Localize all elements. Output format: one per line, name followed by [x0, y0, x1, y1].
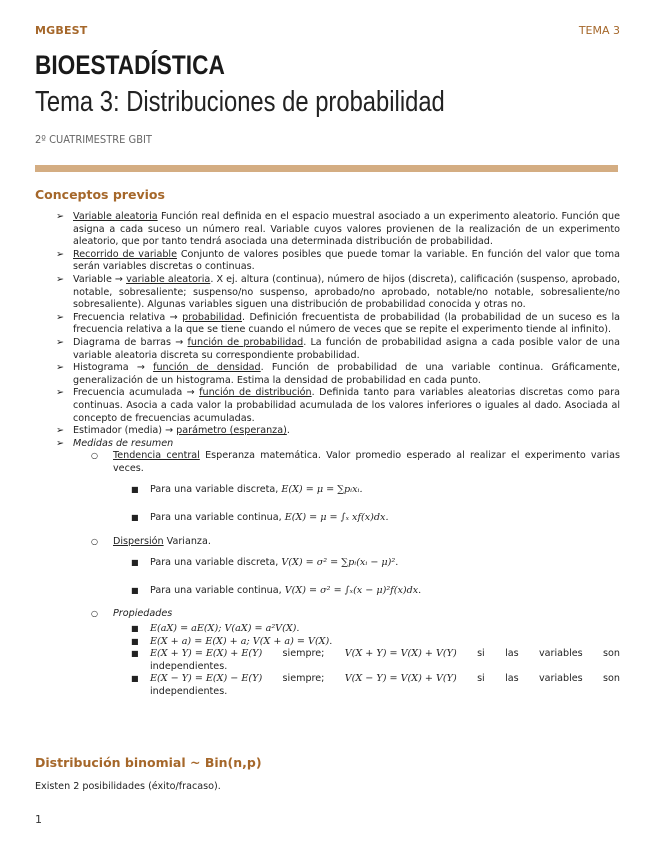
property-item: ■ E(X + a) = E(X) + a; V(X + a) = V(X). — [131, 635, 333, 647]
list-item: ➢ Variable aleatoria Función real definida en el espacio muestral asociado a un experimento aleatorio. Función que asigna a cada suceso un número real. Variable cuyos valores provienen de la realización de un experimento aleatorio, que por tanto tendrá asociada una determinada distribución de probabilidad. — [56, 211, 620, 248]
list-item: ➢ Recorrido de variable Conjunto de valores posibles que puede tomar la variable. En función del valor que toma serán variables discretas o continuas. — [56, 248, 621, 273]
property-item: ■ E(X + Y) = E(X) + E(Y) siempre; V(X + Y) = V(X) + V(Y) si las variables son independientes. — [131, 648, 620, 672]
property-item: ■ E(X − Y) = E(X) − E(Y) siempre; V(X − Y) = V(X) + V(Y) si las variables son independientes. — [131, 673, 620, 697]
circle-bullet-icon: ○ — [91, 536, 98, 546]
section-heading-conceptos: Conceptos previos — [35, 187, 165, 202]
arrow-bullet-icon: ➢ — [56, 425, 65, 437]
list-item-dispersion: ○ Dispersión Varianza. ■ Para una variable discreta, V(X) = σ² = ∑pᵢ(xᵢ − μ)². ■ Para una variable continua, V(X) = σ² = ∫ₓ(x − μ)²f(x)dx. — [0, 536, 655, 598]
formula: V(X) = σ² = ∑pᵢ(xᵢ − μ)². — [281, 557, 399, 569]
document-subtitle: Tema 3: Distribuciones de probabilidad — [35, 86, 445, 118]
list-item-propiedades — [0, 608, 655, 698]
formula-item: ■ Para una variable continua, V(X) = σ² = ∫ₓ(x − μ)²f(x)dx. — [131, 584, 422, 596]
square-bullet-icon: ■ — [131, 636, 139, 646]
list-item: ➢ Frecuencia relativa → probabilidad. Definición frecuentista de probabilidad (la probabilidad de un suceso es la frecuencia relativa a la que se tiene cuando el número de veces que se repite el experimento tiende al infinito). — [56, 311, 620, 336]
arrow-bullet-icon: ➢ — [56, 311, 65, 323]
medidas-heading: Medidas de resumen — [73, 437, 174, 449]
square-bullet-icon: ■ — [131, 485, 139, 495]
term: variable aleatoria — [126, 273, 211, 285]
title-divider — [35, 165, 618, 172]
term: función de distribución — [199, 387, 312, 399]
list-item: ➢ Variable → variable aleatoria. X ej. altura (continua), número de hijos (discreta), calificación (suspenso, aprobado, notable, sobresaliente; suspenso/no suspenso, aprobado/no aprobado, notable/no notable, sobresaliente/no sobresaliente). Algunas variables siguen una distribución de probabilidad conocida y otras no. — [56, 273, 621, 311]
tendencia-formulas — [0, 484, 655, 524]
arrow-bullet-icon: ➢ — [56, 211, 65, 222]
medidas-list — [0, 450, 655, 698]
header-left: MGBEST — [35, 24, 88, 37]
arrow-bullet-icon: ➢ — [56, 362, 65, 374]
list-item: ➢ Estimador (media) → parámetro (esperanza). — [56, 425, 290, 437]
concepts-list — [0, 211, 655, 699]
arrow-bullet-icon: ➢ — [56, 437, 65, 449]
list-item-tendencia: ○ Tendencia central Esperanza matemática. Valor promedio esperado al realizar el experimento varias veces. ■ Para una variable discreta, E(X) = μ = ∑pᵢxᵢ. ■ Para una variable continua, E(X) = μ = ∫ₓ xf(x)dx. — [0, 450, 655, 524]
term: Tendencia central — [113, 450, 200, 462]
term: probabilidad — [182, 311, 242, 323]
formula-item: ■ Para una variable discreta, E(X) = μ = ∑pᵢxᵢ. — [131, 484, 363, 496]
arrow-bullet-icon: ➢ — [56, 387, 65, 399]
binomial-text: Existen 2 posibilidades (éxito/fracaso). — [35, 781, 221, 792]
circle-bullet-icon: ○ — [91, 609, 98, 619]
term: parámetro (esperanza) — [176, 425, 287, 437]
circle-bullet-icon: ○ — [91, 451, 98, 461]
term: función de probabilidad — [187, 336, 304, 348]
arrow-bullet-icon: ➢ — [56, 248, 65, 260]
list-item: ➢ Frecuencia acumulada → función de distribución. Definida tanto para variables aleatorias discretas como para continuas. Asocia a cada valor la probabilidad acumulada de los valores inferiores o iguales al dado. Asociada al concepto de frecuencias acumuladas. — [56, 387, 620, 424]
dispersion-formulas — [0, 557, 655, 597]
square-bullet-icon: ■ — [131, 558, 139, 568]
propiedades-list — [0, 623, 655, 699]
list-item: ➢ Histograma → función de densidad. Función de probabilidad de una variable continua. Gráficamente, generalización de un histograma. Estima la densidad de probabilidad en cada punto. — [56, 362, 620, 386]
arrow-bullet-icon: ➢ — [56, 336, 65, 348]
formula: V(X) = σ² = ∫ₓ(x − μ)²f(x)dx. — [284, 584, 422, 596]
formula-item: ■ Para una variable continua, E(X) = μ = ∫ₓ xf(x)dx. — [131, 512, 389, 524]
term: Recorrido de variable — [73, 248, 177, 260]
section-heading-binomial: Distribución binomial ~ Bin(n,p) — [35, 755, 262, 770]
term: Dispersión — [113, 535, 164, 547]
header-right: TEMA 3 — [578, 24, 620, 37]
list-item-medidas — [0, 438, 655, 699]
term: Variable aleatoria — [73, 211, 158, 222]
square-bullet-icon: ■ — [131, 624, 139, 634]
propiedades-heading: Propiedades — [113, 608, 173, 620]
document-title: BIOESTADÍSTICA — [35, 50, 225, 80]
square-bullet-icon: ■ — [131, 674, 139, 684]
list-item: ➢ Diagrama de barras → función de probabilidad. La función de probabilidad asigna a cada posible valor de una variable aleatoria discreta su correspondiente probabilidad. — [56, 336, 620, 361]
page-number: 1 — [35, 813, 42, 826]
section-conceptos — [0, 211, 655, 699]
formula-item: ■ Para una variable discreta, V(X) = σ² = ∑pᵢ(xᵢ − μ)². — [131, 557, 399, 569]
formula: E(X) = μ = ∫ₓ xf(x)dx. — [284, 512, 389, 524]
semester-label: 2º CUATRIMESTRE GBIT — [35, 133, 152, 146]
square-bullet-icon: ■ — [131, 585, 139, 595]
formula: E(X) = μ = ∑pᵢxᵢ. — [281, 484, 363, 496]
property-item: ■ E(aX) = aE(X); V(aX) = a²V(X). — [131, 623, 300, 635]
arrow-bullet-icon: ➢ — [56, 273, 65, 285]
square-bullet-icon: ■ — [131, 513, 139, 523]
term: función de densidad — [153, 362, 261, 374]
square-bullet-icon: ■ — [131, 649, 139, 659]
